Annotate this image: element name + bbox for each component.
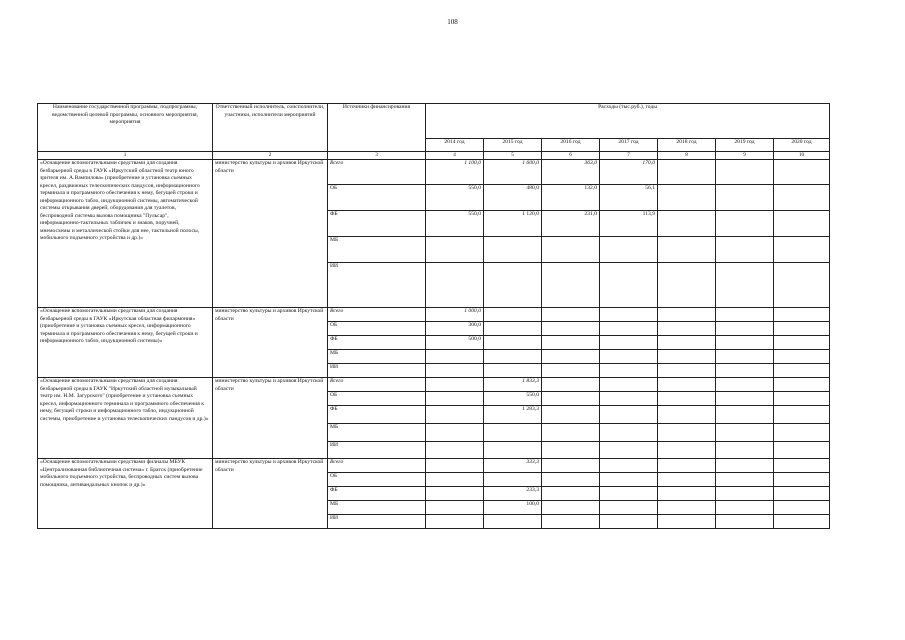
amount-cell (542, 322, 600, 336)
amount-cell (716, 160, 774, 185)
table-row (38, 160, 830, 185)
funding-source-cell: МБ (328, 501, 426, 515)
amount-cell (426, 424, 484, 442)
amount-cell: 1 120,0 (484, 211, 542, 237)
amount-cell (426, 378, 484, 392)
amount-cell (774, 211, 830, 237)
header-expenses: Расходы (тыс.руб.), годы (426, 104, 830, 139)
amount-cell (774, 515, 830, 529)
funding-source-cell: ОБ (328, 392, 426, 406)
amount-cell (426, 473, 484, 487)
funding-source-cell: ИИ (328, 442, 426, 459)
table-row (38, 378, 830, 392)
table-row (38, 308, 830, 322)
amount-cell: 300,0 (426, 322, 484, 336)
amount-cell (600, 487, 658, 501)
program-name-cell: «Оснащение вспомогательными средствами для создания безбарьерной среды в ГАУК «Иркутская областная филармония» (приобретение и установка съемных кресел, информационного терминала и программного обеспечения к нему, бегущей строки и информационного табло, индукционной системы)» (38, 308, 213, 378)
amount-cell (716, 308, 774, 322)
amount-cell (716, 322, 774, 336)
amount-cell (542, 237, 600, 263)
amount-cell (542, 442, 600, 459)
funding-source-cell: ИИ (328, 364, 426, 378)
amount-cell (600, 350, 658, 364)
amount-cell (658, 378, 716, 392)
amount-cell (484, 263, 542, 308)
column-number: 10 (774, 152, 830, 160)
amount-cell: 550,0 (484, 392, 542, 406)
amount-cell (426, 350, 484, 364)
amount-cell (716, 364, 774, 378)
funding-source-cell: ИИ (328, 263, 426, 308)
amount-cell (542, 406, 600, 424)
amount-cell (600, 473, 658, 487)
funding-source-cell: ФБ (328, 211, 426, 237)
amount-cell (716, 515, 774, 529)
funding-source-cell: Всего (328, 160, 426, 185)
amount-cell (716, 392, 774, 406)
column-number: 6 (542, 152, 600, 160)
funding-source-cell: Всего (328, 378, 426, 392)
amount-cell (484, 336, 542, 350)
amount-cell (658, 442, 716, 459)
amount-cell (426, 364, 484, 378)
program-name-cell: «Оснащение вспомогательными средствами для создания безбарьерной среды в ГАУК «Иркутский областной театр юного зрителя им. А.Вампилова» (приобретение и установка съемных кресел, раздвижных телескопических пандусов, информационного терминала и программного обеспечения к нему, бегущей строки и информационного табло, индукционной системы, автоматической системы открывания дверей, оборудования для туалетов, беспроводной системы вызова помощника "Пульсар", информационно-тактильных табличек и знаков, поручней, мнемосхемы и металлической стойки для нее, тактильной полосы, мобильного подъемного устройства и др.)» (38, 160, 213, 308)
amount-cell (774, 406, 830, 424)
amount-cell: 1 833,3 (484, 378, 542, 392)
amount-cell (426, 459, 484, 473)
program-name-cell: «Оснащение вспомогательными средствами филиалы МБУК «Централизованная библиотечная система» г. Братск (приобретение мобильного подъемного устройства, беспроводных систем вызова помощника, антивандальных кнопок и др.)» (38, 459, 213, 529)
funding-source-cell: ИИ (328, 515, 426, 529)
amount-cell (426, 392, 484, 406)
amount-cell (600, 442, 658, 459)
column-numbers-row (38, 152, 830, 160)
amount-cell (716, 406, 774, 424)
header-year: 2016 год (542, 139, 600, 152)
amount-cell (542, 487, 600, 501)
amount-cell (426, 442, 484, 459)
column-number: 8 (658, 152, 716, 160)
amount-cell (658, 308, 716, 322)
header-year: 2015 год (484, 139, 542, 152)
amount-cell: 1 000,0 (426, 308, 484, 322)
amount-cell (658, 364, 716, 378)
header-year: 2017 год (600, 139, 658, 152)
executor-cell: министерство культуры и архивов Иркутской области (213, 160, 328, 308)
funding-source-cell: ОБ (328, 185, 426, 211)
funding-source-cell: Всего (328, 308, 426, 322)
header-year: 2019 год (716, 139, 774, 152)
amount-cell (774, 487, 830, 501)
amount-cell (658, 350, 716, 364)
amount-cell (774, 350, 830, 364)
amount-cell (774, 442, 830, 459)
amount-cell (542, 473, 600, 487)
amount-cell (716, 350, 774, 364)
amount-cell (716, 185, 774, 211)
amount-cell (658, 424, 716, 442)
amount-cell (542, 350, 600, 364)
amount-cell (600, 308, 658, 322)
table-body (38, 160, 830, 529)
amount-cell: 363,0 (542, 160, 600, 185)
column-number: 3 (328, 152, 426, 160)
amount-cell (716, 211, 774, 237)
table-row (38, 459, 830, 473)
amount-cell (716, 263, 774, 308)
amount-cell (600, 459, 658, 473)
funding-source-cell: Всего (328, 459, 426, 473)
funding-source-cell: ОБ (328, 322, 426, 336)
funding-source-cell: ФБ (328, 406, 426, 424)
amount-cell (600, 424, 658, 442)
amount-cell (658, 160, 716, 185)
amount-cell (716, 442, 774, 459)
page-number: 108 (447, 18, 458, 26)
funding-source-cell: МБ (328, 350, 426, 364)
amount-cell (716, 459, 774, 473)
column-number: 2 (213, 152, 328, 160)
program-name-cell: «Оснащение вспомогательными средствами для создания безбарьерной среды в ГАУК "Иркутский областной музыкальный театр им. Н.М. Загурского" (приобретение и установка съемных кресел, информационного терминала и программного обеспечения к нему, бегущей строки и информационного табло, индукционной системы, приобретение и установка телескопических пандусов и др.)» (38, 378, 213, 459)
amount-cell (484, 442, 542, 459)
amount-cell (600, 392, 658, 406)
funding-source-cell: МБ (328, 424, 426, 442)
amount-cell (774, 322, 830, 336)
amount-cell (716, 473, 774, 487)
amount-cell (774, 424, 830, 442)
amount-cell: 1 100,0 (426, 160, 484, 185)
amount-cell (600, 322, 658, 336)
amount-cell (542, 515, 600, 529)
amount-cell: 231,0 (542, 211, 600, 237)
column-number: 5 (484, 152, 542, 160)
amount-cell (658, 501, 716, 515)
amount-cell (774, 378, 830, 392)
amount-cell (426, 515, 484, 529)
amount-cell (600, 501, 658, 515)
amount-cell (658, 237, 716, 263)
amount-cell (542, 459, 600, 473)
amount-cell (484, 515, 542, 529)
amount-cell (426, 501, 484, 515)
amount-cell (484, 308, 542, 322)
funding-source-cell: ФБ (328, 336, 426, 350)
amount-cell (542, 364, 600, 378)
amount-cell: 113,9 (600, 211, 658, 237)
amount-cell: 500,0 (426, 336, 484, 350)
funding-source-cell: ОБ (328, 473, 426, 487)
amount-cell (716, 336, 774, 350)
funding-source-cell: МБ (328, 237, 426, 263)
amount-cell (426, 237, 484, 263)
amount-cell (426, 263, 484, 308)
amount-cell (542, 378, 600, 392)
amount-cell (774, 392, 830, 406)
amount-cell: 132,0 (542, 185, 600, 211)
amount-cell (774, 501, 830, 515)
amount-cell (658, 263, 716, 308)
amount-cell (774, 263, 830, 308)
amount-cell (484, 322, 542, 336)
header-program: Наименование государственной программы, подпрограммы, ведомственной целевой программы, основного мероприятия, мероприятия (38, 104, 213, 152)
amount-cell (658, 487, 716, 501)
header-year: 2018 год (658, 139, 716, 152)
amount-cell (658, 459, 716, 473)
header-year: 2020 год (774, 139, 830, 152)
executor-cell: министерство культуры и архивов Иркутской области (213, 459, 328, 529)
amount-cell: 480,0 (484, 185, 542, 211)
executor-cell: министерство культуры и архивов Иркутской области (213, 378, 328, 459)
amount-cell (716, 237, 774, 263)
amount-cell (542, 336, 600, 350)
amount-cell: 1 600,0 (484, 160, 542, 185)
amount-cell (658, 406, 716, 424)
amount-cell (658, 473, 716, 487)
amount-cell (484, 473, 542, 487)
column-number: 4 (426, 152, 484, 160)
amount-cell: 1 283,3 (484, 406, 542, 424)
column-number: 1 (38, 152, 213, 160)
amount-cell (716, 378, 774, 392)
header-source: Источники финансирования (328, 104, 426, 152)
amount-cell (542, 501, 600, 515)
amount-cell (658, 211, 716, 237)
amount-cell (716, 487, 774, 501)
amount-cell (600, 263, 658, 308)
amount-cell: 100,0 (484, 501, 542, 515)
amount-cell (774, 308, 830, 322)
amount-cell: 56,1 (600, 185, 658, 211)
amount-cell (774, 237, 830, 263)
amount-cell (484, 350, 542, 364)
header-executor: Ответственный исполнитель, соисполнители, участники, исполнители мероприятий (213, 104, 328, 152)
amount-cell (426, 406, 484, 424)
amount-cell (716, 501, 774, 515)
amount-cell (484, 237, 542, 263)
amount-cell: 550,0 (426, 211, 484, 237)
amount-cell (600, 515, 658, 529)
amount-cell (542, 263, 600, 308)
amount-cell: 550,0 (426, 185, 484, 211)
amount-cell (600, 378, 658, 392)
amount-cell (774, 473, 830, 487)
amount-cell (716, 424, 774, 442)
funding-source-cell: ФБ (328, 487, 426, 501)
column-number: 7 (600, 152, 658, 160)
amount-cell (774, 459, 830, 473)
amount-cell (658, 185, 716, 211)
amount-cell (542, 424, 600, 442)
amount-cell: 233,3 (484, 487, 542, 501)
amount-cell: 170,0 (600, 160, 658, 185)
amount-cell (658, 392, 716, 406)
amount-cell (600, 237, 658, 263)
amount-cell (658, 322, 716, 336)
amount-cell (600, 336, 658, 350)
header-year: 2014 год (426, 139, 484, 152)
amount-cell (774, 160, 830, 185)
column-number: 9 (716, 152, 774, 160)
amount-cell (600, 364, 658, 378)
amount-cell (658, 336, 716, 350)
amount-cell (774, 336, 830, 350)
amount-cell (484, 364, 542, 378)
amount-cell (426, 487, 484, 501)
amount-cell (774, 364, 830, 378)
amount-cell (658, 515, 716, 529)
amount-cell (542, 308, 600, 322)
amount-cell (600, 406, 658, 424)
amount-cell (542, 392, 600, 406)
budget-table (37, 103, 830, 529)
executor-cell: министерство культуры и архивов Иркутской области (213, 308, 328, 378)
amount-cell (484, 424, 542, 442)
amount-cell (774, 185, 830, 211)
amount-cell: 333,3 (484, 459, 542, 473)
